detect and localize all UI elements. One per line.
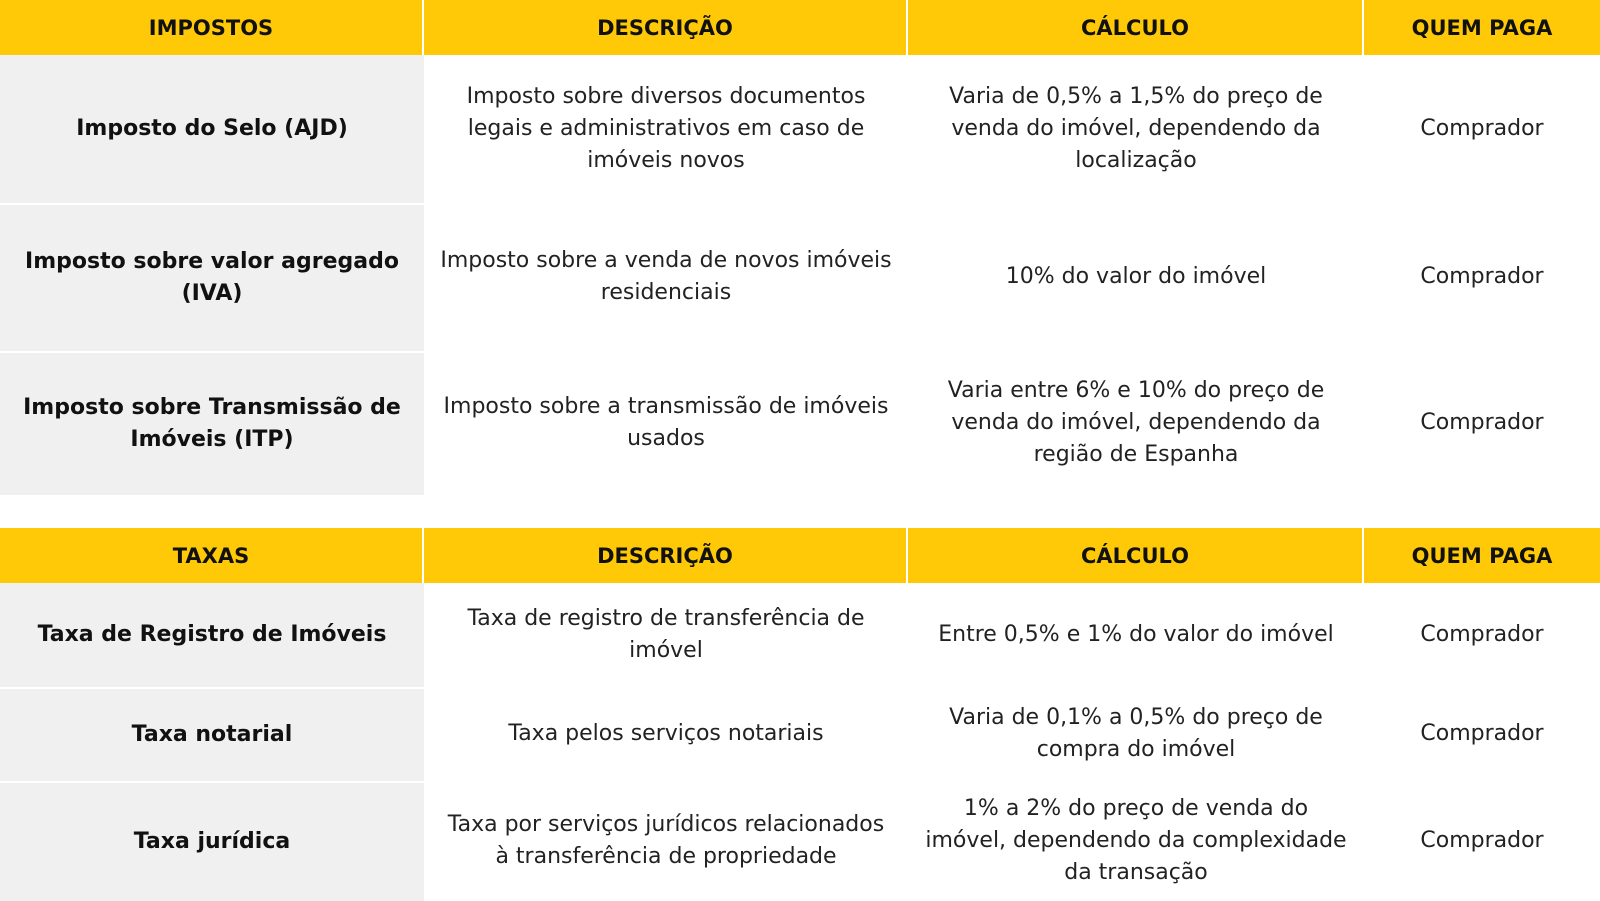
tax-calculation: Varia de 0,5% a 1,5% do preço de venda do imóvel, dependendo da localização (908, 55, 1364, 203)
table-row (0, 55, 1600, 203)
tax-payer: Comprador (1364, 351, 1600, 495)
table-row (0, 203, 1600, 351)
table-row (0, 687, 1600, 781)
fee-description: Taxa pelos serviços notariais (424, 687, 908, 781)
tax-calculation: 10% do valor do imóvel (908, 203, 1364, 351)
header-quem-paga: QUEM PAGA (1364, 0, 1600, 55)
tax-calculation: Varia entre 6% e 10% do preço de venda do imóvel, dependendo da região de Espanha (908, 351, 1364, 495)
fee-description: Taxa por serviços jurídicos relacionados à transferência de propriedade (424, 781, 908, 901)
header-calculo: CÁLCULO (908, 528, 1364, 583)
taxas-table (0, 528, 1600, 901)
tax-name: Imposto do Selo (AJD) (0, 55, 424, 203)
tax-payer: Comprador (1364, 55, 1600, 203)
fee-payer: Comprador (1364, 687, 1600, 781)
table-row (0, 781, 1600, 901)
fee-name: Taxa de Registro de Imóveis (0, 583, 424, 687)
fee-payer: Comprador (1364, 781, 1600, 901)
tax-description: Imposto sobre a venda de novos imóveis residenciais (424, 203, 908, 351)
fee-description: Taxa de registro de transferência de imóvel (424, 583, 908, 687)
header-taxas: TAXAS (0, 528, 424, 583)
header-impostos: IMPOSTOS (0, 0, 424, 55)
taxas-header-row (0, 528, 1600, 583)
tax-payer: Comprador (1364, 203, 1600, 351)
impostos-header-row (0, 0, 1600, 55)
tax-name: Imposto sobre Transmissão de Imóveis (ITP) (0, 351, 424, 495)
fee-calculation: Entre 0,5% e 1% do valor do imóvel (908, 583, 1364, 687)
tax-description: Imposto sobre a transmissão de imóveis usados (424, 351, 908, 495)
fee-name: Taxa jurídica (0, 781, 424, 901)
header-descricao: DESCRIÇÃO (424, 528, 908, 583)
table-row (0, 351, 1600, 495)
tax-description: Imposto sobre diversos documentos legais e administrativos em caso de imóveis novos (424, 55, 908, 203)
fee-calculation: Varia de 0,1% a 0,5% do preço de compra do imóvel (908, 687, 1364, 781)
header-quem-paga: QUEM PAGA (1364, 528, 1600, 583)
tax-name: Imposto sobre valor agregado (IVA) (0, 203, 424, 351)
header-descricao: DESCRIÇÃO (424, 0, 908, 55)
header-calculo: CÁLCULO (908, 0, 1364, 55)
table-row (0, 583, 1600, 687)
fee-payer: Comprador (1364, 583, 1600, 687)
fee-name: Taxa notarial (0, 687, 424, 781)
fee-calculation: 1% a 2% do preço de venda do imóvel, dependendo da complexidade da transação (908, 781, 1364, 901)
